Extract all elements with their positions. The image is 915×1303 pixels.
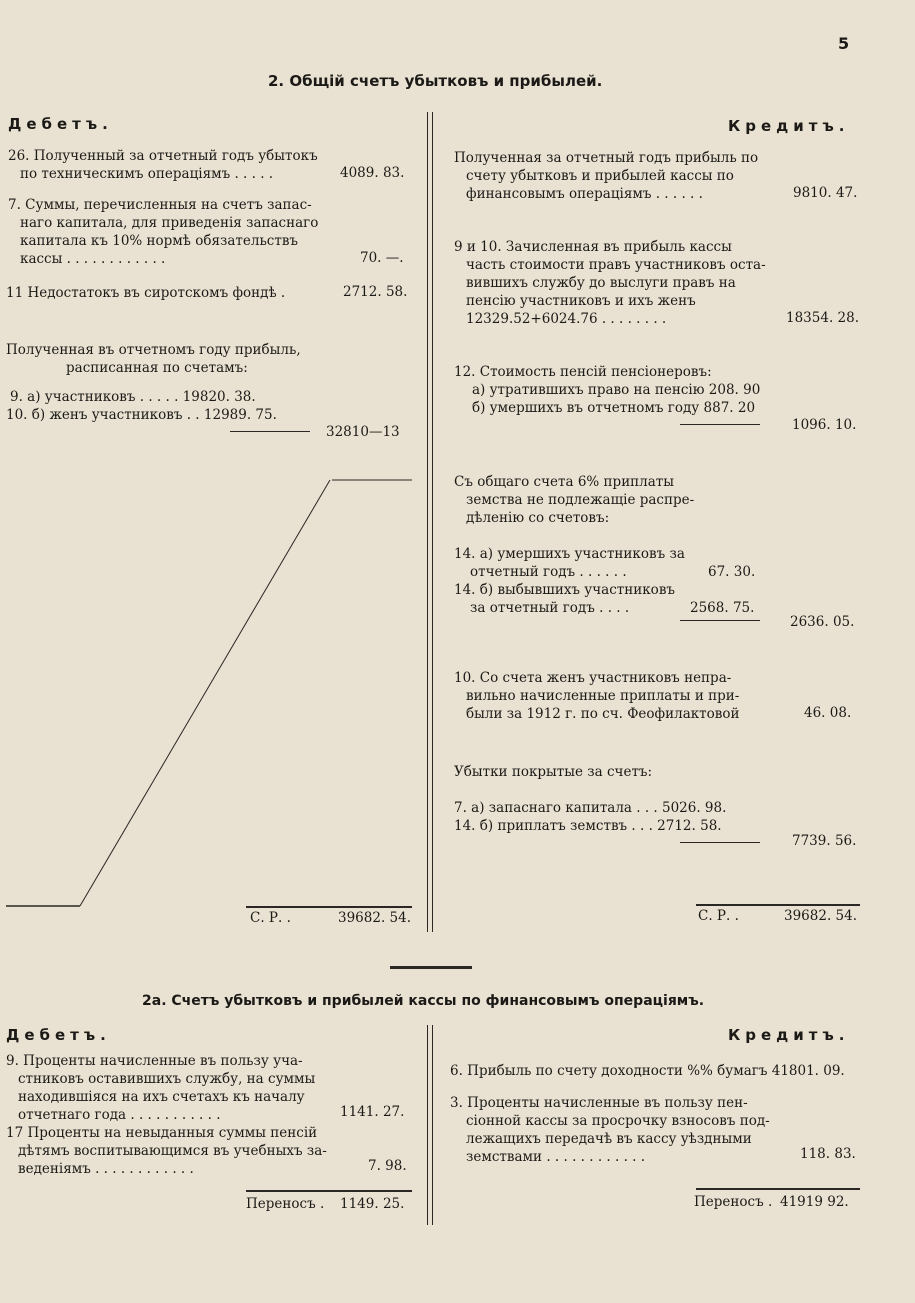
credit-heading: Кредитъ. bbox=[728, 117, 850, 135]
amount: 118. 83. bbox=[800, 1146, 856, 1162]
credit-entry: 3. Проценты начисленные въ пользу пен- сіонной кассы за просрочку взносовъ под- лежащихъ передачѣ въ кассу уѣздными земствами . . . . . . . . . . . . bbox=[450, 1095, 770, 1165]
rule bbox=[680, 842, 760, 843]
credit-entry: 10. Со счета женъ участниковъ непра- вильно начисленные приплаты и при- были за 1912 г. по сч. Феофилактовой bbox=[454, 670, 740, 722]
sub-entry: 14. б) выбывшихъ участниковъ bbox=[454, 582, 676, 598]
amount: 1096. 10. bbox=[792, 417, 857, 433]
credit-entry: Полученная за отчетный годъ прибыль по счету убытковъ и прибылей кассы по финансовымъ операціямъ . . . . . . bbox=[454, 150, 759, 202]
amount: 70. —. bbox=[360, 250, 404, 266]
sub-amount: 2568. 75. bbox=[690, 600, 755, 616]
credit-entry: 9 и 10. Зачисленная въ прибыль кассы часть стоимости правъ участниковъ оста- вившихъ службу до выслуги правъ на пенсію участниковъ и ихъ женъ 12329.52+6024.76 . . . . . . . . bbox=[454, 239, 766, 327]
total-rule bbox=[696, 904, 860, 906]
amount: 7739. 56. bbox=[792, 833, 857, 849]
total-label: С. Р. . bbox=[698, 908, 739, 924]
carry-amount: 41919 92. bbox=[780, 1194, 849, 1210]
amount: 7. 98. bbox=[368, 1158, 407, 1174]
sub-entry: 14. а) умершихъ участниковъ за bbox=[454, 546, 685, 562]
section-title: 2а. Счетъ убытковъ и прибылей кассы по финансовымъ операціямъ. bbox=[142, 993, 705, 1009]
total-amount: 39682. 54. bbox=[784, 908, 857, 924]
carry-label: Переносъ . bbox=[694, 1194, 773, 1210]
credit-heading: Кредитъ. bbox=[728, 1026, 850, 1044]
carry-rule bbox=[246, 1190, 412, 1192]
rule bbox=[680, 620, 760, 621]
sub-amount: 67. 30. bbox=[708, 564, 756, 580]
sub-entry: отчетный годъ . . . . . . bbox=[470, 564, 627, 580]
amount: 2712. 58. bbox=[343, 284, 408, 300]
debit-entry: 11 Недостатокъ въ сиротскомъ фондѣ . bbox=[6, 285, 286, 301]
section-separator bbox=[390, 966, 472, 969]
debit-heading: Дебетъ. bbox=[6, 1026, 111, 1044]
column-divider bbox=[427, 112, 428, 932]
sub-entry: 14. б) приплатъ земствъ . . . 2712. 58. bbox=[454, 818, 722, 834]
amount: 32810—13 bbox=[326, 424, 400, 440]
column-divider bbox=[427, 1025, 428, 1225]
amount: 4089. 83. bbox=[340, 165, 405, 181]
debit-entry: 17 Проценты на невыданныя суммы пенсій дѣтямъ воспитывающимся въ учебныхъ за- веденіямъ . . . . . . . . . . . . bbox=[6, 1125, 327, 1177]
credit-entry: 6. Прибыль по счету доходности %% бумагъ 41801. 09. bbox=[450, 1063, 845, 1079]
total-rule bbox=[246, 906, 412, 908]
credit-entry: Убытки покрытые за счетъ: bbox=[454, 764, 653, 780]
rule bbox=[680, 424, 760, 425]
carry-label: Переносъ . bbox=[246, 1196, 325, 1212]
total-amount: 39682. 54. bbox=[338, 910, 411, 926]
amount: 18354. 28. bbox=[786, 310, 859, 326]
debit-entry: 9. Проценты начисленные въ пользу уча- стниковъ оставившихъ службу, на суммы находившіяся на ихъ счетахъ къ началу отчетнаго года . . . . . . . . . . . bbox=[6, 1053, 316, 1123]
carry-amount: 1149. 25. bbox=[340, 1196, 405, 1212]
amount: 9810. 47. bbox=[793, 185, 858, 201]
debit-entry: 26. Полученный за отчетный годъ убытокъ по техническимъ операціямъ . . . . . bbox=[8, 148, 318, 182]
total-label: С. Р. . bbox=[250, 910, 291, 926]
column-divider bbox=[432, 112, 433, 932]
amount: 46. 08. bbox=[804, 705, 852, 721]
amount: 2636. 05. bbox=[790, 614, 855, 630]
carry-rule bbox=[696, 1188, 860, 1190]
cancel-stroke bbox=[0, 0, 427, 930]
section-title: 2. Общій счетъ убытковъ и прибылей. bbox=[268, 72, 603, 90]
sub-entry: 10. б) женъ участниковъ . . 12989. 75. bbox=[6, 407, 277, 423]
sub-entry: 9. а) участниковъ . . . . . 19820. 38. bbox=[10, 389, 256, 405]
debit-entry: 7. Суммы, перечисленныя на счетъ запас- наго капитала, для приведенія запаснаго капитала къ 10% нормѣ обязательствъ кассы . . . . . . . . . . . . bbox=[8, 197, 319, 267]
column-divider bbox=[432, 1025, 433, 1225]
amount: 1141. 27. bbox=[340, 1104, 405, 1120]
sub-entry: 7. а) запаснаго капитала . . . 5026. 98. bbox=[454, 800, 727, 816]
credit-entry: Съ общаго счета 6% приплаты земства не подлежащіе распре- дѣленію со счетовъ: bbox=[454, 474, 695, 526]
sub-entry: за отчетный годъ . . . . bbox=[470, 600, 630, 616]
debit-heading: Дебетъ. bbox=[8, 115, 113, 133]
credit-entry: 12. Стоимость пенсій пенсіонеровъ: а) утратившихъ право на пенсію 208. 90 б) умершихъ въ отчетномъ году 887. 20 bbox=[454, 364, 761, 416]
debit-entry: Полученная въ отчетномъ году прибыль, расписанная по счетамъ: bbox=[6, 342, 301, 376]
page-number: 5 bbox=[838, 34, 850, 53]
